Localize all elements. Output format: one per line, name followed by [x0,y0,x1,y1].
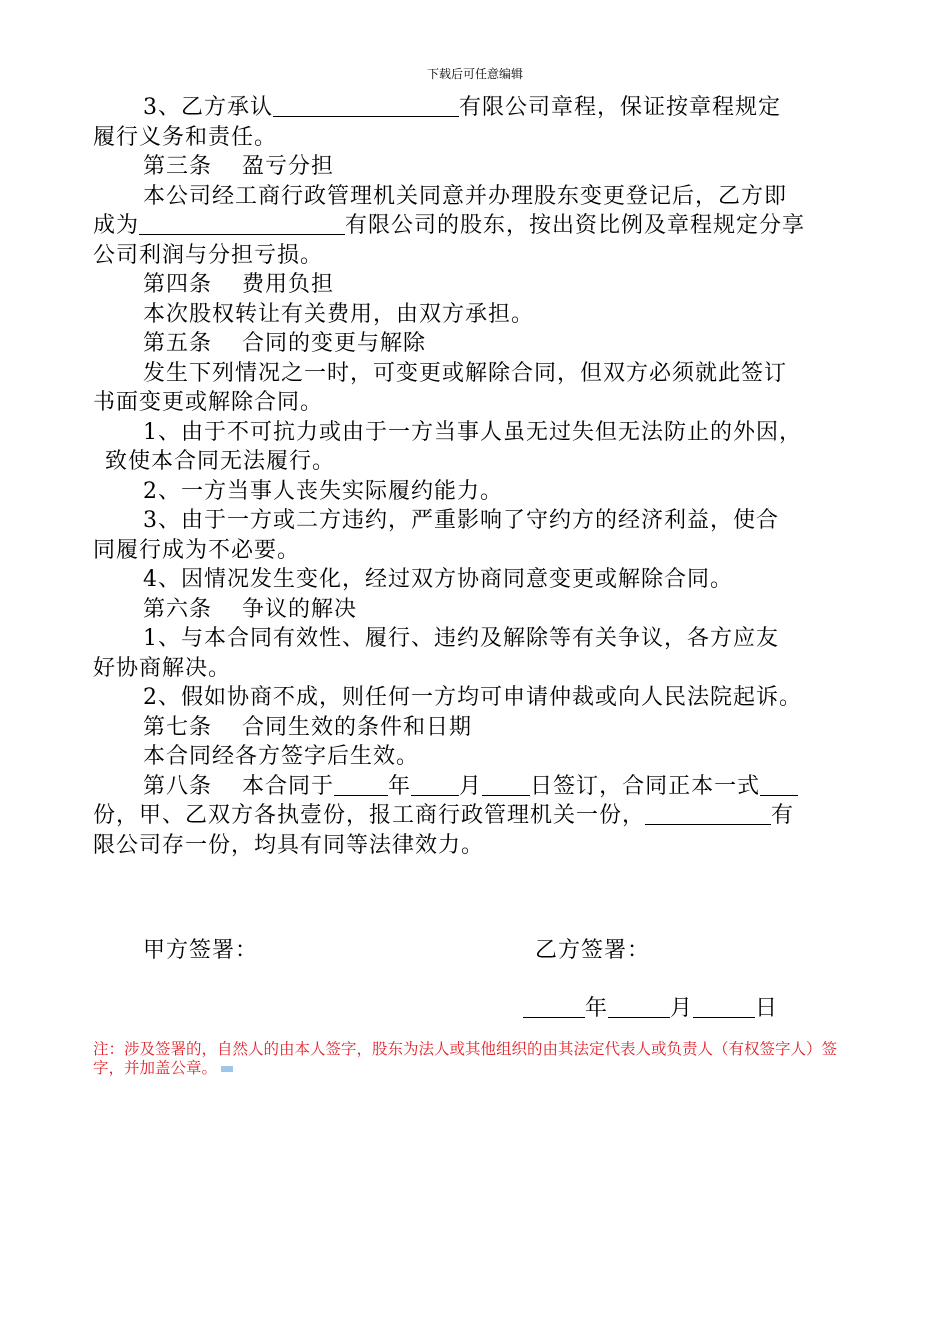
article-6-item-2: 2、假如协商不成，则任何一方均可申请仲裁或向人民法院起诉。 [143,685,802,710]
article-5-heading [93,329,861,359]
company-name-blank-1[interactable] [273,94,459,117]
article-5-paragraph: 发生下列情况之一时，可变更或解除合同，但双方必须就此签订 [143,360,788,386]
signature-note [93,1040,863,1078]
article-3-heading [93,152,861,182]
date-month-label: 月 [670,996,694,1021]
article-7-heading [93,713,861,743]
signature-date-row [523,994,778,1024]
article-5-item-4: 4、因情况发生变化，经过双方协商同意变更或解除合同。 [143,567,733,592]
article-4-number: 第四条 [143,272,213,297]
article-7-paragraph: 本合同经各方签字后生效。 [143,744,420,769]
note-marker-icon [221,1066,233,1072]
article-3-title: 盈亏分担 [242,154,335,179]
article-5-title: 合同的变更与解除 [242,331,427,356]
article-7-title: 合同生效的条件和日期 [242,714,473,740]
article-6-number: 第六条 [143,596,213,622]
article-6-item-1: 1、与本合同有效性、履行、违约及解除等有关争议，各方应友 [143,626,779,651]
clause-3-line [93,93,861,123]
company-name-blank-2[interactable] [139,212,345,235]
sign-day-blank[interactable] [482,773,530,796]
article-8-line-2: 份，甲、乙双方各执壹份，报工商行政管理机关一份， 有 [93,803,795,828]
copies-count-blank[interactable] [760,773,798,796]
date-year-blank[interactable] [523,995,585,1018]
article-5-item-1: 1、由于不可抗力或由于一方当事人虽无过失但无法防止的外因， [143,419,802,445]
sign-year-blank[interactable] [334,773,388,796]
date-month-blank[interactable] [608,995,670,1018]
article-5-paragraph-2: 书面变更或解除合同。 [93,390,324,415]
article-3-number: 第三条 [143,154,213,179]
article-5-item-3: 3、由于一方或二方违约，严重影响了守约方的经济利益，使合 [143,508,779,533]
signature-note-text: 注：涉及签署的，自然人的由本人签字，股东为法人或其他组织的由其法定代表人或负责人（有权签字人）签字，并加盖公章。 [93,1040,838,1077]
company-name-blank-3[interactable] [645,802,771,825]
article-8-number: 第八条 [143,773,213,799]
article-6-item-1-cont: 好协商解决。 [93,655,232,681]
article-5-item-3-cont: 同履行成为不必要。 [93,537,301,563]
article-6-title: 争议的解决 [242,596,358,622]
sign-month-blank[interactable] [411,773,459,796]
date-day-label: 日 [755,996,779,1021]
clause-3-continuation: 履行义务和责任。 [93,124,278,150]
article-5-item-2: 2、一方当事人丧失实际履约能力。 [143,478,503,504]
article-3-paragraph: 本公司经工商行政管理机关同意并办理股东变更登记后，乙方即 [143,183,788,209]
article-4-heading [93,270,861,300]
page-header: 下载后可任意编辑 [426,67,523,81]
article-3-paragraph-2: 成为 有限公司的股东，按出资比例及章程规定分享 [93,213,806,238]
article-5-number: 第五条 [143,331,213,356]
article-5-item-1-cont: 致使本合同无法履行。 [105,449,336,474]
article-3-paragraph-3: 公司利润与分担亏损。 [93,242,324,268]
contract-body [93,93,861,860]
article-8-line-3: 限公司存一份，均具有同等法律效力。 [93,832,485,858]
article-6-heading [93,595,861,625]
article-4-paragraph: 本次股权转让有关费用，由双方承担。 [143,301,535,327]
article-7-number: 第七条 [143,714,213,740]
date-year-label: 年 [585,996,609,1021]
party-a-signature-label: 甲方签署： [143,938,259,963]
article-8-line: 第八条 本合同于 年 月 日签订，合同正本一式 [93,772,861,802]
article-4-title: 费用负担 [242,272,335,297]
clause-3-text-start: 3、乙方承认 [143,95,273,120]
date-day-blank[interactable] [693,995,755,1018]
clause-3-text-end: 有限公司章程，保证按章程规定 [459,95,782,120]
party-b-signature-label: 乙方签署： [535,938,651,963]
